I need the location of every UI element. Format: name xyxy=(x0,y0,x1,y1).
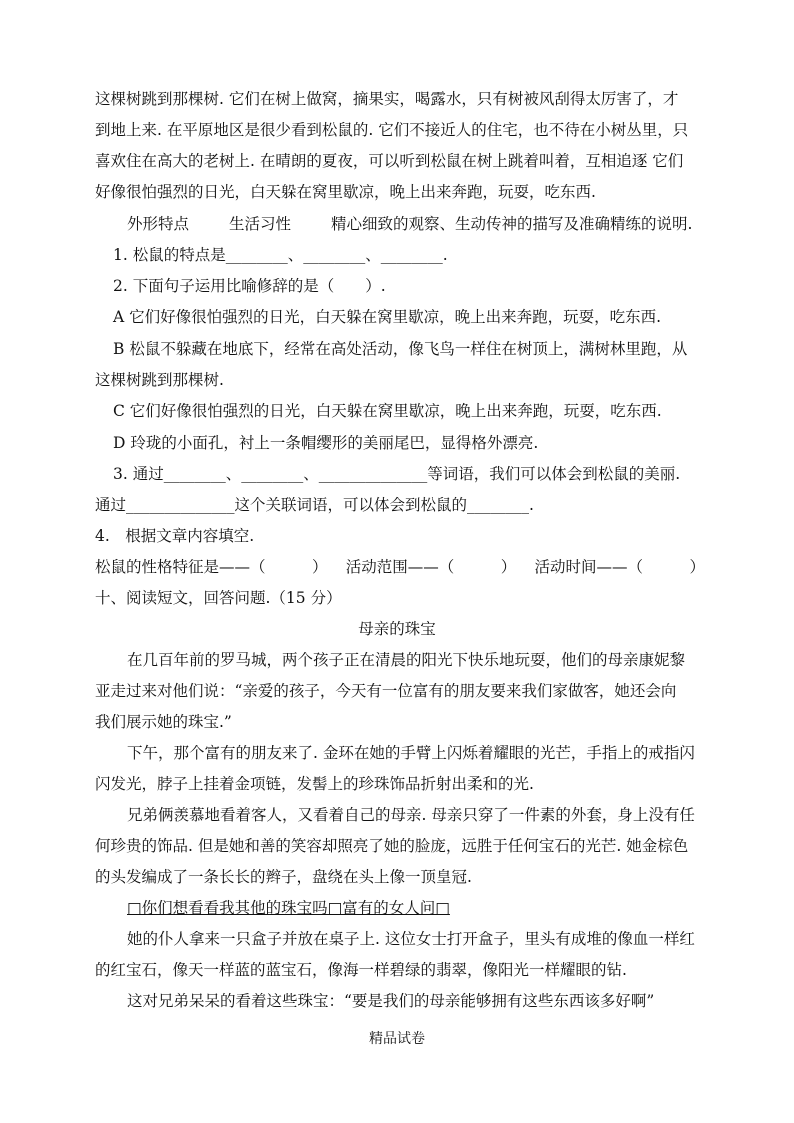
answer-line xyxy=(127,209,737,239)
option-b: B 松鼠不躲藏在地底下，经常在高处活动，像飞鸟一样住在树顶上，满树林里跑，从 xyxy=(113,340,688,358)
story-line: 兄弟俩羡慕地看着客人，又看着自己的母亲. 母亲只穿了一件素的外套，身上没有任 xyxy=(127,806,695,824)
question-3-cont: 通过______________这个关联词语，可以体会到松鼠的________. xyxy=(95,496,534,514)
question-3: 3. 通过________、________、______________等词语，我们可以体会到松鼠的美丽. xyxy=(113,465,681,483)
option-d: D 玲珑的小面孔，衬上一条帽缨形的美丽尾巴，显得格外漂亮. xyxy=(113,434,539,452)
story-line: 何珍贵的饰品. 但是她和善的笑容却照亮了她的脸庞，远胜于任何宝石的光芒. 她金棕色 xyxy=(95,837,689,855)
option-b-cont: 这棵树跳到那棵树. xyxy=(95,371,224,389)
page-footer: 精品试卷 xyxy=(369,1031,425,1047)
option-c: C 它们好像很怕强烈的日光，白天躲在窝里歇凉，晚上出来奔跑，玩耍，吃东西. xyxy=(113,402,662,420)
story-line: 在几百年前的罗马城，两个孩子正在清晨的阳光下快乐地玩耍，他们的母亲康妮黎 xyxy=(127,651,686,669)
story-line: 闪发光，脖子上挂着金项链，发髻上的珍珠饰品折射出柔和的光. xyxy=(95,775,534,793)
option-a: A 它们好像很怕强烈的日光，白天躲在窝里歇凉，晚上出来奔跑，玩耍，吃东西. xyxy=(113,308,662,326)
question-4: 4. 根据文章内容填空. xyxy=(95,527,255,545)
answer-item: 生活习性 xyxy=(229,215,292,233)
story-line: 的红宝石，像天一样蓝的蓝宝石，像海一样碧绿的翡翠，像阳光一样耀眼的钻. xyxy=(95,961,627,979)
story-line: 下午，那个富有的朋友来了. 金环在她的手臂上闪烁着耀眼的光芒，手指上的戒指闪 xyxy=(127,744,695,762)
question-4-fill xyxy=(95,552,705,582)
answer-item: 精心细致的观察、生动传神的描写及准确精练的说明. xyxy=(331,215,693,233)
story-line: 我们展示她的珠宝.” xyxy=(95,713,232,731)
answer-item: 外形特点 xyxy=(127,215,190,233)
passage-line: 喜欢住在高大的老树上. 在晴朗的夏夜，可以听到松鼠在树上跳着叫着，互相追逐 它们 xyxy=(95,152,684,170)
fill-trait: 松鼠的性格特征是——（ ） xyxy=(95,558,328,576)
question-2: 2. 下面句子运用比喻修辞的是（ ）. xyxy=(113,277,386,295)
story-line: 的头发编成了一条长长的辫子，盘绕在头上像一顶皇冠. xyxy=(95,868,472,886)
story-line: 她的仆人拿来一只盒子并放在桌子上. 这位女士打开盒子，里头有成堆的像血一样红 xyxy=(127,930,695,948)
fill-range: 活动范围——（ ） xyxy=(345,558,517,576)
story-line: 亚走过来对他们说：“亲爱的孩子，今天有一位富有的朋友要来我们家做客，她还会向 xyxy=(95,682,677,700)
passage-line: 这棵树跳到那棵树. 它们在树上做窝，摘果实，喝露水，只有树被风刮得太厉害了，才 xyxy=(95,90,679,108)
passage-line: 好像很怕强烈的日光，白天躲在窝里歇凉，晚上出来奔跑，玩耍，吃东西. xyxy=(95,183,596,201)
underlined-sentence: □你们想看看我其他的珠宝吗□富有的女人问□ xyxy=(127,899,450,917)
story-line: 这对兄弟呆呆的看着这些珠宝：“要是我们的母亲能够拥有这些东西该多好啊” xyxy=(127,992,655,1010)
question-1: 1. 松鼠的特点是________、________、________. xyxy=(113,246,448,264)
fill-time: 活动时间——（ ） xyxy=(534,558,705,576)
section-heading: 十、阅读短文，回答问题.（15 分） xyxy=(95,589,342,607)
story-line-underlined xyxy=(127,893,737,923)
story-title: 母亲的珠宝 xyxy=(358,620,436,638)
passage-line: 到地上来. 在平原地区是很少看到松鼠的. 它们不接近人的住宅，也不待在小树丛里，只 xyxy=(95,121,689,139)
